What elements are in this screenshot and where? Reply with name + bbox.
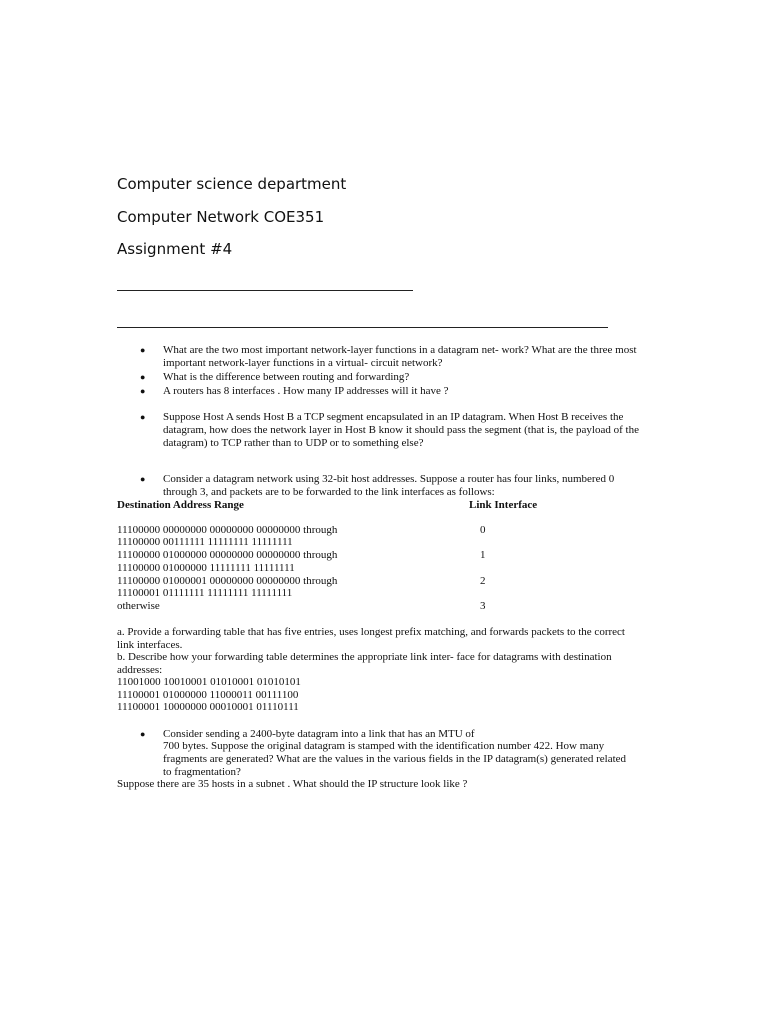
table-row-range-start: otherwise: [117, 600, 160, 612]
table-row-link: 1: [480, 549, 486, 561]
address-line: 11001000 10010001 01010001 01010101: [117, 676, 301, 688]
divider-line-short: [117, 290, 413, 291]
bullet-icon: ●: [140, 474, 146, 484]
divider-line-long: [117, 327, 608, 328]
question-6-first-line: Consider sending a 2400-byte datagram into a link that has an MTU of: [163, 728, 475, 740]
table-row-range-start: 11100000 00000000 00000000 00000000 through: [117, 524, 338, 536]
bullet-icon: ●: [140, 729, 146, 739]
part-a: a. Provide a forwarding table that has five entries, uses longest prefix matching, and forwards packets to the correct link interfaces.: [117, 626, 625, 651]
table-row-link: 3: [480, 600, 486, 612]
table-header-range: Destination Address Range: [117, 499, 244, 511]
table-row-range-end: 11100000 00111111 11111111 11111111: [117, 536, 293, 548]
table-row-link: 2: [480, 575, 486, 587]
bullet-icon: ●: [140, 372, 146, 382]
table-header-link: Link Interface: [469, 499, 538, 511]
address-line: 11100001 01000000 11000011 00111100: [117, 689, 299, 701]
table-row-range-end: 11100000 01000000 11111111 11111111: [117, 562, 295, 574]
course-heading: Computer Network COE351: [117, 208, 325, 226]
question-3: A routers has 8 interfaces . How many IP addresses will it have ?: [163, 385, 449, 397]
question-6: 700 bytes. Suppose the original datagram is stamped with the identification number 422. How many fragments are generated? What are the values in the various fields in the IP datagram(s) generated related to fragmentation?: [163, 740, 627, 778]
final-question: Suppose there are 35 hosts in a subnet . What should the IP structure look like ?: [117, 778, 468, 790]
assignment-heading: Assignment #4: [117, 240, 233, 258]
part-b: b. Describe how your forwarding table determines the appropriate link inter- face for datagrams with destination addresses:: [117, 651, 612, 676]
question-2: What is the difference between routing and forwarding?: [163, 371, 410, 383]
table-row-link: 0: [480, 524, 486, 536]
address-line: 11100001 10000000 00010001 01110111: [117, 701, 299, 713]
question-1: What are the two most important network-layer functions in a datagram net- work? What are the three most important network-layer functions in a virtual- circuit network?: [163, 344, 637, 369]
department-heading: Computer science department: [117, 175, 347, 193]
table-row-range-start: 11100000 01000000 00000000 00000000 through: [117, 549, 338, 561]
bullet-icon: ●: [140, 412, 146, 422]
question-4: Suppose Host A sends Host B a TCP segment encapsulated in an IP datagram. When Host B receives the datagram, how does the network layer in Host B know it should pass the segment (that is, the payload of the datagram) to TCP rather than to UDP or to something else?: [163, 411, 639, 449]
table-row-range-end: 11100001 01111111 11111111 11111111: [117, 587, 293, 599]
table-row-range-start: 11100000 01000001 00000000 00000000 through: [117, 575, 338, 587]
bullet-icon: ●: [140, 386, 146, 396]
bullet-icon: ●: [140, 345, 146, 355]
question-5: Consider a datagram network using 32-bit host addresses. Suppose a router has four links, numbered 0 through 3, and packets are to be forwarded to the link interfaces as follows:: [163, 473, 615, 498]
